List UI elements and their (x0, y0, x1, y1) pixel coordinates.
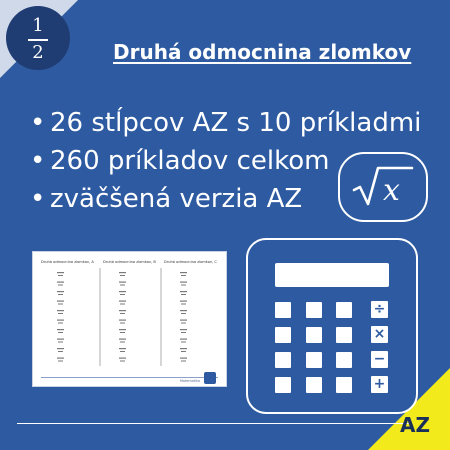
worksheet-column-header: Druhá odmocnina zlomkov, C (164, 260, 217, 264)
exercise-mark (57, 291, 64, 292)
exercise-mark (120, 332, 125, 333)
fraction-numerator: 1 (32, 15, 44, 36)
calculator-divide-key: ÷ (371, 301, 388, 318)
corner-label: AZ (400, 413, 430, 437)
calculator-small-icon (204, 372, 216, 384)
calculator-key (306, 327, 322, 343)
exercise-mark (57, 320, 64, 321)
calculator-key (336, 352, 352, 368)
exercise-mark (181, 361, 186, 362)
exercise-mark (120, 323, 125, 324)
calculator-minus-key: − (371, 351, 388, 368)
feature-text: zväčšená verzia AZ (50, 184, 303, 214)
fraction-denominator: 2 (32, 42, 44, 63)
exercise-mark (181, 332, 186, 333)
feature-item: • zväčšená verzia AZ (30, 184, 303, 214)
exercise-mark (58, 275, 63, 276)
feature-text: 26 stĺpcov AZ s 10 príkladmi (50, 108, 422, 138)
exercise-mark (119, 310, 126, 311)
exercise-mark (58, 323, 63, 324)
worksheet-column-header: Druhá odmocnina zlomkov, B (103, 260, 156, 264)
exercise-mark (120, 313, 125, 314)
feature-item: • 260 príkladov celkom (30, 146, 330, 176)
worksheet-column-header: Druhá odmocnina zlomkov, A (41, 260, 94, 264)
calculator-multiply-key: × (371, 326, 388, 343)
exercise-mark (58, 294, 63, 295)
exercise-mark (181, 304, 186, 305)
exercise-mark (58, 285, 63, 286)
exercise-mark (180, 291, 187, 292)
exercise-mark (181, 342, 186, 343)
exercise-mark (58, 313, 63, 314)
worksheet-exercise-lines (33, 252, 226, 386)
worksheet-footer-line (41, 377, 218, 378)
fraction-badge (6, 6, 70, 70)
exercise-mark (180, 339, 187, 340)
calculator-key (275, 327, 291, 343)
exercise-mark (57, 310, 64, 311)
calculator-plus-key: + (371, 376, 388, 393)
exercise-mark (120, 285, 125, 286)
exercise-mark (57, 339, 64, 340)
exercise-mark (57, 348, 64, 349)
calculator-key (275, 377, 291, 393)
exercise-mark (120, 342, 125, 343)
exercise-mark (181, 275, 186, 276)
exercise-mark (119, 339, 126, 340)
exercise-mark (180, 282, 187, 283)
exercise-mark (119, 282, 126, 283)
exercise-mark (119, 348, 126, 349)
exercise-mark (180, 348, 187, 349)
exercise-mark (180, 329, 187, 330)
exercise-mark (58, 342, 63, 343)
exercise-mark (57, 272, 64, 273)
fraction-bar (28, 39, 48, 41)
exercise-mark (120, 304, 125, 305)
calculator-key (336, 377, 352, 393)
exercise-mark (58, 332, 63, 333)
exercise-mark (119, 320, 126, 321)
calculator-key (336, 302, 352, 318)
exercise-mark (180, 301, 187, 302)
calculator-key (306, 377, 322, 393)
exercise-mark (120, 361, 125, 362)
exercise-mark (181, 294, 186, 295)
exercise-mark (119, 301, 126, 302)
exercise-mark (58, 351, 63, 352)
calculator-screen (275, 263, 389, 287)
square-root-icon (338, 152, 428, 222)
calculator-key (275, 352, 291, 368)
exercise-mark (57, 329, 64, 330)
worksheet-footer-text: Matematika (179, 379, 200, 383)
exercise-mark (120, 351, 125, 352)
page-title: Druhá odmocnina zlomkov (113, 40, 412, 64)
exercise-mark (119, 329, 126, 330)
exercise-mark (58, 361, 63, 362)
calculator-key (275, 302, 291, 318)
exercise-mark (119, 291, 126, 292)
exercise-mark (57, 301, 64, 302)
exercise-mark (120, 294, 125, 295)
feature-text: 260 príkladov celkom (50, 146, 330, 176)
feature-item: • 26 stĺpcov AZ s 10 príkladmi (30, 108, 422, 138)
exercise-mark (181, 323, 186, 324)
exercise-mark (180, 320, 187, 321)
exercise-mark (57, 358, 64, 359)
exercise-mark (120, 275, 125, 276)
exercise-mark (180, 310, 187, 311)
worksheet-preview (33, 252, 226, 386)
exercise-mark (119, 272, 126, 273)
bottom-divider (17, 423, 412, 424)
calculator-key (306, 352, 322, 368)
exercise-mark (119, 358, 126, 359)
exercise-mark (180, 272, 187, 273)
calculator-icon (246, 238, 418, 414)
calculator-key (306, 302, 322, 318)
exercise-mark (181, 351, 186, 352)
sqrt-variable: x (383, 173, 400, 208)
calculator-key (336, 327, 352, 343)
exercise-mark (57, 282, 64, 283)
exercise-mark (181, 285, 186, 286)
exercise-mark (181, 313, 186, 314)
exercise-mark (58, 304, 63, 305)
exercise-mark (180, 358, 187, 359)
